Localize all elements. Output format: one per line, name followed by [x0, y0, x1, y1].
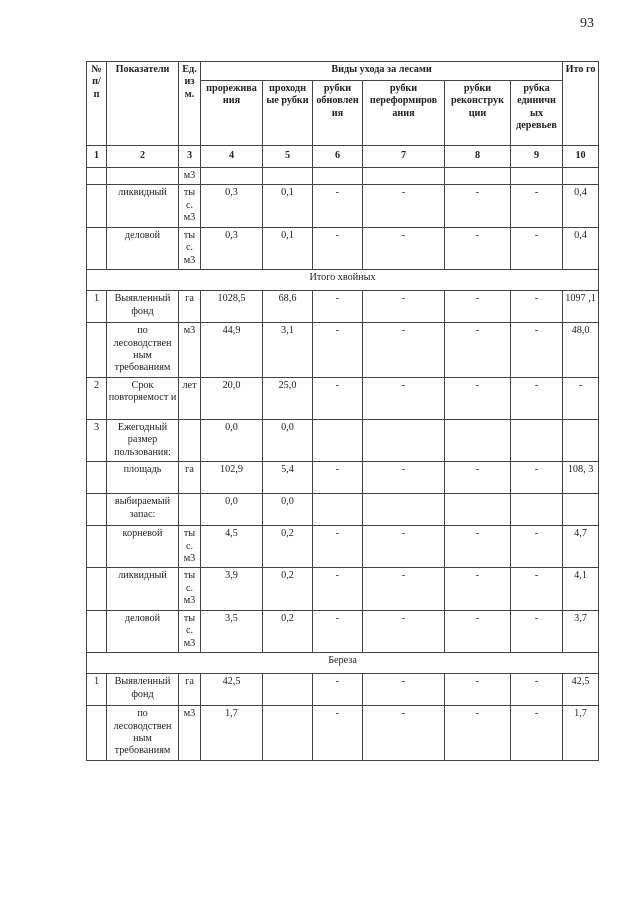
table-cell: 0,0 — [263, 419, 313, 461]
table-cell: 0,2 — [263, 610, 313, 652]
table-cell: 1097 ,1 — [563, 291, 599, 323]
table-cell: - — [313, 185, 363, 227]
table-cell: 108, 3 — [563, 462, 599, 494]
table-cell: - — [511, 674, 563, 706]
table-cell: га — [179, 674, 201, 706]
table-row — [87, 526, 599, 568]
header-type: рубки обновлен ия — [313, 81, 363, 146]
table-cell: 0,0 — [263, 494, 313, 526]
table-cell: - — [563, 377, 599, 419]
column-number: 5 — [263, 146, 313, 168]
table-cell: - — [445, 610, 511, 652]
table-cell: - — [511, 568, 563, 610]
table-cell: - — [313, 568, 363, 610]
column-number: 7 — [363, 146, 445, 168]
table-row — [87, 706, 599, 761]
table-cell: 0,0 — [201, 494, 263, 526]
table-cell: Выявленный фонд — [107, 674, 179, 706]
table-cell: м3 — [179, 168, 201, 185]
table-cell: ты с. м3 — [179, 526, 201, 568]
table-cell: деловой — [107, 610, 179, 652]
header-type: рубки реконструк ции — [445, 81, 511, 146]
header-total: Ито го — [563, 62, 599, 146]
table-cell: ты с. м3 — [179, 227, 201, 269]
table-cell: ликвидный — [107, 568, 179, 610]
table-cell: 20,0 — [201, 377, 263, 419]
table-row — [87, 568, 599, 610]
table-cell: 0,4 — [563, 227, 599, 269]
table-cell: 48,0 — [563, 323, 599, 378]
table-cell: 0,3 — [201, 227, 263, 269]
table-cell: 102,9 — [201, 462, 263, 494]
table-cell — [87, 526, 107, 568]
table-cell — [87, 227, 107, 269]
table-cell — [563, 494, 599, 526]
table-row — [87, 291, 599, 323]
table-cell: - — [313, 706, 363, 761]
table-cell: 0,4 — [563, 185, 599, 227]
header-indicator: Показатели — [107, 62, 179, 146]
column-number: 4 — [201, 146, 263, 168]
table-cell: 0,2 — [263, 526, 313, 568]
table-row — [87, 674, 599, 706]
table-cell: 2 — [87, 377, 107, 419]
table-cell: 0,3 — [201, 185, 263, 227]
table-cell — [87, 706, 107, 761]
table-cell — [563, 168, 599, 185]
table-row — [87, 185, 599, 227]
column-numbers-row — [87, 146, 599, 168]
table-cell: - — [445, 462, 511, 494]
table-cell: - — [445, 323, 511, 378]
table-cell: 25,0 — [263, 377, 313, 419]
table-cell: - — [363, 706, 445, 761]
table-cell: - — [363, 323, 445, 378]
table-cell: 1 — [87, 291, 107, 323]
table-cell: Срок повторяемост и — [107, 377, 179, 419]
header-type: рубки переформиров ания — [363, 81, 445, 146]
column-number: 8 — [445, 146, 511, 168]
table-cell: 0,2 — [263, 568, 313, 610]
table-cell: 3,7 — [563, 610, 599, 652]
table-cell: - — [511, 610, 563, 652]
header-unit: Ед. из м. — [179, 62, 201, 146]
table-cell — [511, 168, 563, 185]
table-cell — [563, 419, 599, 461]
table-cell — [363, 168, 445, 185]
table-cell: 0,1 — [263, 185, 313, 227]
table-cell — [87, 462, 107, 494]
table-cell: - — [363, 462, 445, 494]
table-body — [87, 168, 599, 761]
table-cell: ты с. м3 — [179, 610, 201, 652]
table-row — [87, 168, 599, 185]
header-num: № п/ п — [87, 62, 107, 146]
table-cell: - — [445, 674, 511, 706]
column-number: 9 — [511, 146, 563, 168]
table-cell — [263, 168, 313, 185]
table-cell: деловой — [107, 227, 179, 269]
column-number: 2 — [107, 146, 179, 168]
table-cell: - — [363, 674, 445, 706]
table-cell: лет — [179, 377, 201, 419]
table-cell: 42,5 — [563, 674, 599, 706]
table-cell: - — [445, 568, 511, 610]
table-cell: - — [313, 291, 363, 323]
table-cell: выбираемый запас: — [107, 494, 179, 526]
table-cell: - — [511, 706, 563, 761]
table-cell — [363, 494, 445, 526]
table-cell: 68,6 — [263, 291, 313, 323]
table-cell — [87, 168, 107, 185]
table-row — [87, 377, 599, 419]
table-row — [87, 227, 599, 269]
table-cell — [263, 706, 313, 761]
page-number: 93 — [580, 16, 594, 31]
table-cell — [511, 419, 563, 461]
table-cell — [445, 419, 511, 461]
header-type: рубка единичн ых деревьев — [511, 81, 563, 146]
table-cell: Выявленный фонд — [107, 291, 179, 323]
table-cell: 3,5 — [201, 610, 263, 652]
column-number: 3 — [179, 146, 201, 168]
table-cell — [511, 494, 563, 526]
table-cell: площадь — [107, 462, 179, 494]
table-cell: 4,1 — [563, 568, 599, 610]
table-cell: - — [511, 377, 563, 419]
table-cell: - — [363, 610, 445, 652]
table-cell: 44,9 — [201, 323, 263, 378]
table-cell: - — [363, 568, 445, 610]
table-cell: га — [179, 462, 201, 494]
table-cell: - — [363, 227, 445, 269]
table-cell: 3,1 — [263, 323, 313, 378]
section-label: Береза — [87, 653, 599, 674]
table-cell: 0,0 — [201, 419, 263, 461]
table-cell: Ежегодный размер пользования: — [107, 419, 179, 461]
table-cell — [263, 674, 313, 706]
table-row — [87, 462, 599, 494]
table-cell: - — [445, 706, 511, 761]
table-cell: - — [313, 323, 363, 378]
table-header — [87, 62, 599, 168]
table-cell: 1028,5 — [201, 291, 263, 323]
table-cell: по лесоводствен ным требованиям — [107, 323, 179, 378]
table-cell — [107, 168, 179, 185]
table-cell: 1,7 — [201, 706, 263, 761]
table-cell: - — [313, 227, 363, 269]
table-row — [87, 494, 599, 526]
table-cell: 0,1 — [263, 227, 313, 269]
table-cell: м3 — [179, 706, 201, 761]
table-cell — [87, 185, 107, 227]
header-type: проходн ые рубки — [263, 81, 313, 146]
table-cell: ты с. м3 — [179, 568, 201, 610]
table-cell: - — [445, 526, 511, 568]
header-care-types-group: Виды ухода за лесами — [201, 62, 563, 81]
table-cell — [179, 419, 201, 461]
table-row — [87, 323, 599, 378]
table-cell: - — [445, 377, 511, 419]
table-cell — [87, 610, 107, 652]
table-cell: - — [313, 674, 363, 706]
forest-care-table — [86, 61, 599, 761]
table-cell: ликвидный — [107, 185, 179, 227]
table-cell: м3 — [179, 323, 201, 378]
column-number: 10 — [563, 146, 599, 168]
table-cell: - — [313, 526, 363, 568]
table-cell: - — [313, 377, 363, 419]
table-cell: по лесоводствен ным требованиям — [107, 706, 179, 761]
table-cell — [445, 494, 511, 526]
table-cell: - — [313, 462, 363, 494]
table-cell: - — [511, 291, 563, 323]
table-cell — [445, 168, 511, 185]
table-cell: корневой — [107, 526, 179, 568]
table-cell — [313, 419, 363, 461]
table-cell — [87, 323, 107, 378]
table-cell: - — [511, 185, 563, 227]
table-row — [87, 419, 599, 461]
table-cell: - — [445, 185, 511, 227]
table-cell: 3,9 — [201, 568, 263, 610]
section-label: Итого хвойных — [87, 270, 599, 291]
table-cell: - — [363, 185, 445, 227]
table-cell: - — [511, 227, 563, 269]
table-row — [87, 610, 599, 652]
table-cell: - — [511, 462, 563, 494]
table-cell: 1,7 — [563, 706, 599, 761]
table-cell: - — [313, 610, 363, 652]
table-cell: 4,5 — [201, 526, 263, 568]
table-cell: 42,5 — [201, 674, 263, 706]
table-cell — [87, 494, 107, 526]
table-cell: - — [363, 377, 445, 419]
column-number: 6 — [313, 146, 363, 168]
table-cell — [313, 168, 363, 185]
table-cell: 5,4 — [263, 462, 313, 494]
table-cell: 1 — [87, 674, 107, 706]
table-cell: 3 — [87, 419, 107, 461]
table-cell: - — [511, 323, 563, 378]
table-cell: га — [179, 291, 201, 323]
table-cell — [363, 419, 445, 461]
table-cell: - — [363, 291, 445, 323]
table-cell: 4,7 — [563, 526, 599, 568]
table-cell — [313, 494, 363, 526]
table-cell — [87, 568, 107, 610]
table-cell: ты с. м3 — [179, 185, 201, 227]
section-row — [87, 270, 599, 291]
table-cell: - — [445, 291, 511, 323]
header-type: прорежива ния — [201, 81, 263, 146]
table-cell: - — [445, 227, 511, 269]
table-cell — [179, 494, 201, 526]
table-cell: - — [511, 526, 563, 568]
table-cell: - — [363, 526, 445, 568]
section-row — [87, 653, 599, 674]
column-number: 1 — [87, 146, 107, 168]
table-cell — [201, 168, 263, 185]
